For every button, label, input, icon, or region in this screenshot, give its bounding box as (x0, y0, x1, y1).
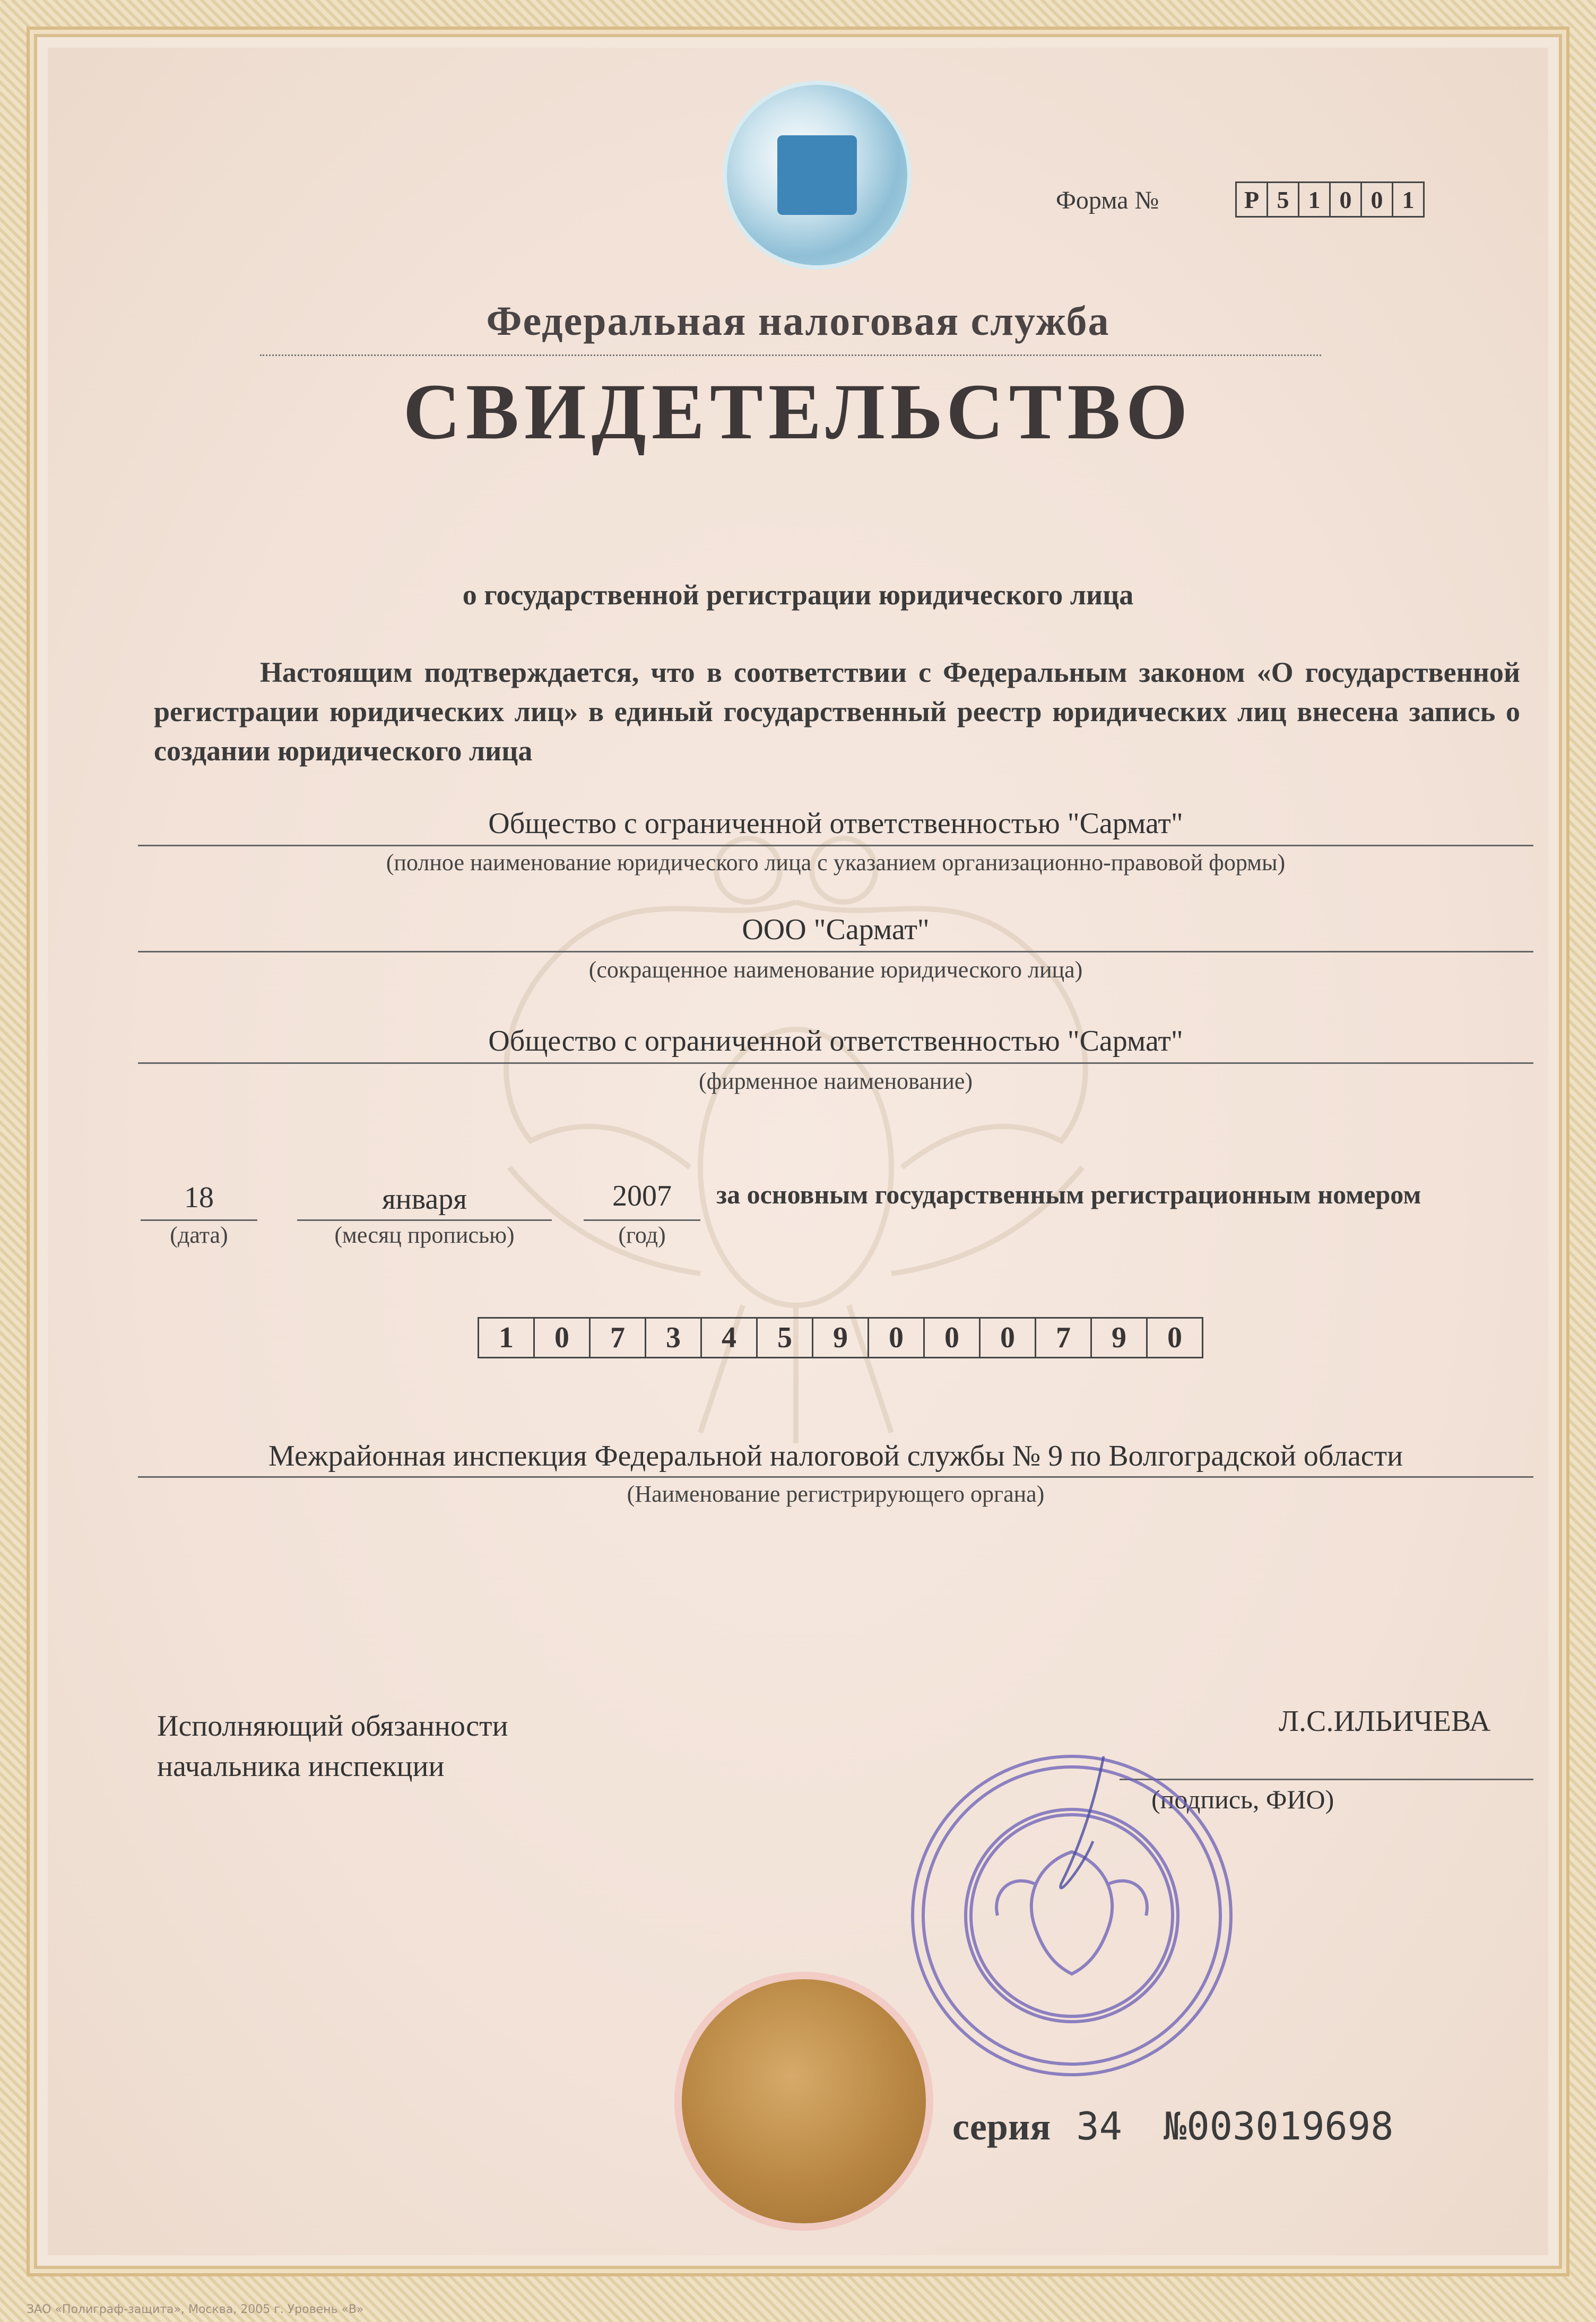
registration-year: 2007 (612, 1180, 672, 1212)
series-label: серия (952, 2106, 1051, 2148)
ogrn-digit-cell: 0 (869, 1319, 925, 1357)
form-number-label: Форма № (1056, 186, 1159, 214)
registration-month: января (381, 1183, 467, 1216)
document-title: СВИДЕТЕЛЬСТВО (403, 368, 1193, 456)
confirmation-paragraph (154, 653, 1520, 770)
brand-name-value: Общество с ограниченной ответственностью "Сармат" (488, 1025, 1183, 1058)
signature-caption: (подпись, ФИО) (1151, 1784, 1334, 1814)
full-name-value: Общество с ограниченной ответственностью "Сармат" (488, 807, 1183, 840)
form-code-cell: 0 (1331, 183, 1362, 216)
ogrn-digit-cell: 0 (1167, 1321, 1182, 1354)
printer-footer: ЗАО «Полиграф-защита», Москва, 2005 г. Уровень «В» (27, 2303, 364, 2316)
short-name-line (138, 951, 1533, 952)
authority-caption: (Наименование регистрирующего органа) (627, 1481, 1045, 1507)
form-code-cell: 0 (1362, 183, 1393, 216)
ogrn-digit-cell: 9 (1092, 1319, 1148, 1357)
form-code-cell: 5 (1268, 183, 1299, 216)
short-name-value: ООО "Сармат" (742, 913, 930, 946)
ogrn-label: за основным государственным регистрационным номером (716, 1180, 1421, 1209)
year-caption: (год) (618, 1222, 666, 1248)
confirmation-text: Настоящим подтверждается, что в соответствии с Федеральным законом «О государственной регистрации юридических лиц» в единый государственный реестр юридических лиц внесена запись о создании юридического лица (154, 656, 1520, 767)
series-value: 34 (1076, 2104, 1122, 2148)
eagle-watermark-icon (424, 796, 1167, 1486)
month-line (297, 1219, 552, 1221)
short-name-caption: (сокращенное наименование юридического лица) (588, 957, 1083, 983)
full-name-line (138, 845, 1533, 846)
position-line-1: Исполняющий обязанности (157, 1710, 508, 1743)
ogrn-digit-cell: 0 (535, 1319, 591, 1357)
day-line (141, 1219, 257, 1221)
ogrn-number-boxes (478, 1317, 1203, 1358)
series-number (952, 2104, 1393, 2149)
ogrn-digit-cell: 1 (479, 1319, 535, 1357)
agency-divider (260, 354, 1321, 356)
hologram-emblem-icon (727, 85, 907, 265)
official-stamp-icon (902, 1746, 1242, 2085)
month-caption: (месяц прописью) (334, 1222, 515, 1248)
year-line (584, 1219, 700, 1221)
full-name-caption: (полное наименование юридического лица с указанием организационно-правовой формы) (386, 850, 1286, 876)
form-number-boxes (1235, 181, 1425, 218)
form-code-cell: Р (1237, 183, 1268, 216)
form-code-cell: 1 (1402, 186, 1415, 213)
ogrn-digit-cell: 0 (925, 1319, 981, 1357)
ogrn-digit-cell: 9 (813, 1319, 869, 1357)
form-code-cell: 1 (1299, 183, 1331, 216)
ogrn-digit-cell: 0 (981, 1319, 1036, 1357)
agency-name: Федеральная налоговая служба (486, 298, 1110, 344)
position-line-2: начальника инспекции (157, 1750, 445, 1783)
ogrn-digit-cell: 3 (646, 1319, 702, 1357)
registration-day: 18 (184, 1181, 214, 1214)
brand-name-line (138, 1062, 1533, 1064)
day-caption: (дата) (170, 1222, 228, 1248)
embossed-seal-icon (682, 1979, 926, 2223)
brand-name-caption: (фирменное наименование) (698, 1068, 973, 1094)
ogrn-digit-cell: 4 (702, 1319, 758, 1357)
authority-line (138, 1476, 1533, 1478)
serial-number: №003019698 (1163, 2104, 1394, 2148)
ogrn-digit-cell: 5 (758, 1319, 813, 1357)
registering-authority-value: Межрайонная инспекция Федеральной налоговой службы № 9 по Волгоградской области (268, 1440, 1403, 1472)
ogrn-digit-cell: 7 (1036, 1319, 1092, 1357)
ogrn-digit-cell: 7 (591, 1319, 646, 1357)
signer-name: Л.С.ИЛЬИЧЕВА (1279, 1705, 1491, 1738)
document-subtitle: о государственной регистрации юридического лица (462, 579, 1134, 611)
signer-position (157, 1706, 508, 1787)
